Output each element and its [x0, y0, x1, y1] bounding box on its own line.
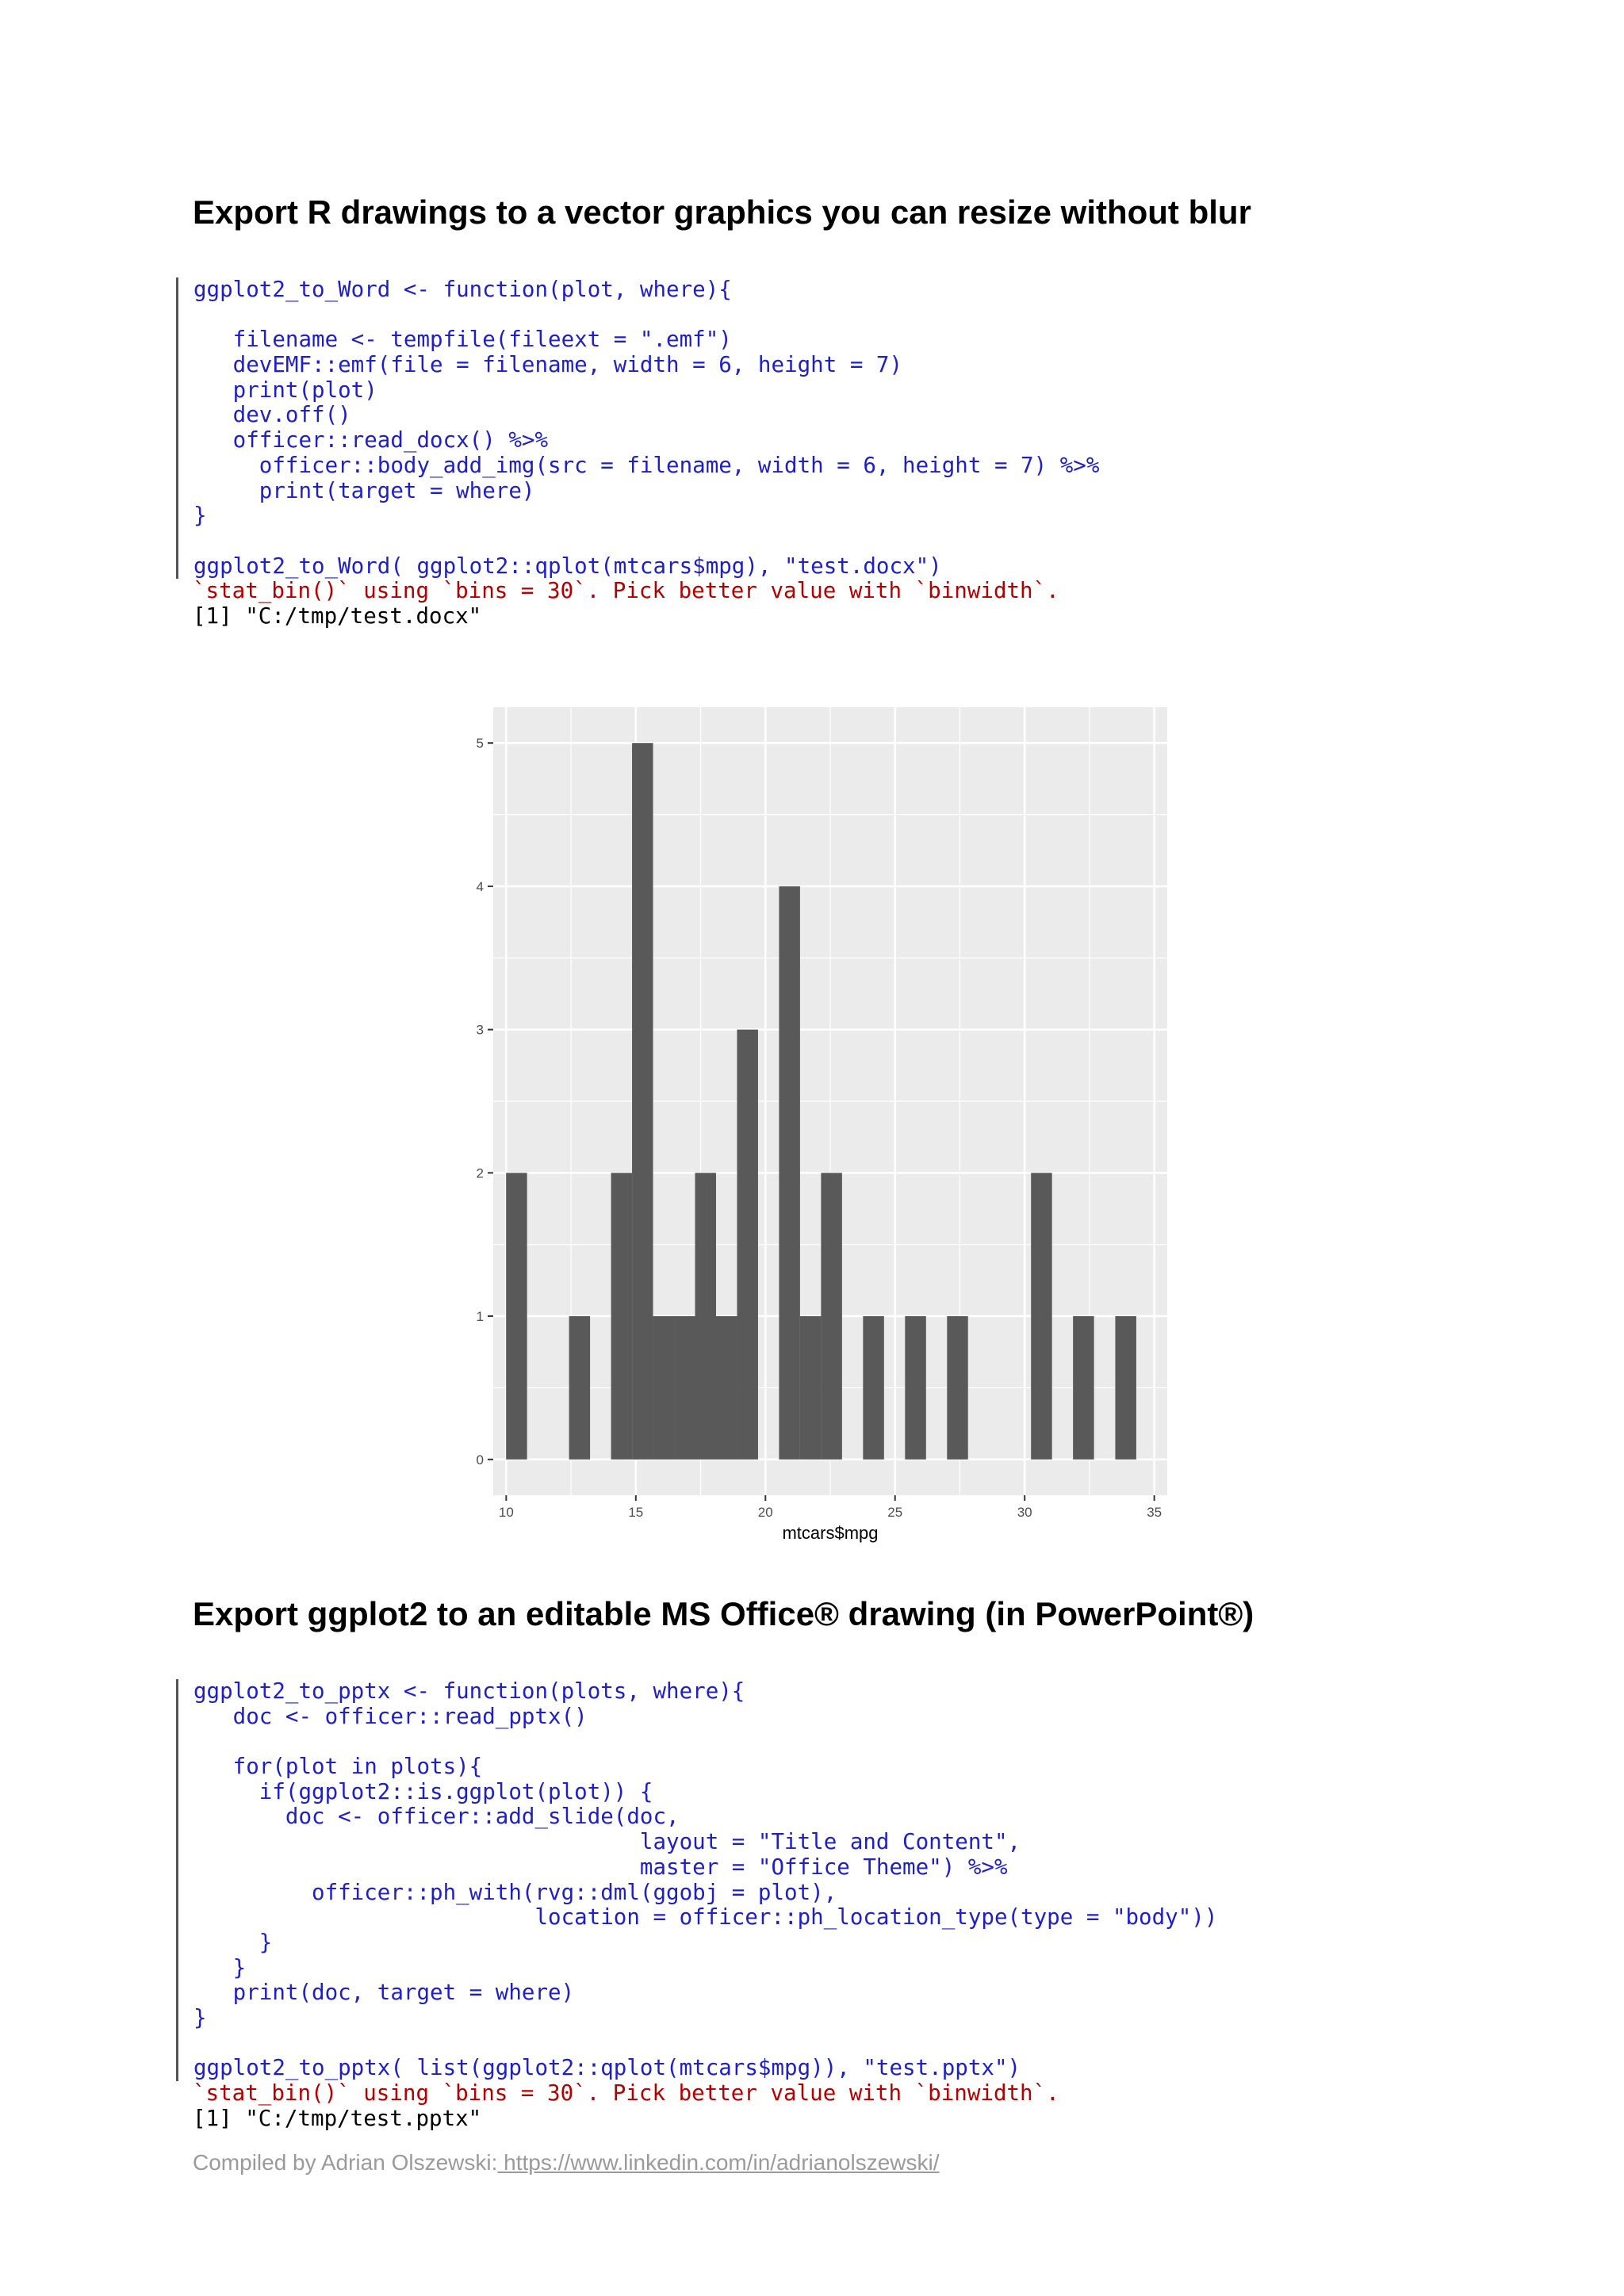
histogram-bar	[506, 1173, 527, 1459]
histogram-bar	[1115, 1316, 1136, 1460]
code-line: }	[193, 1954, 247, 1980]
console-result: [1] "C:/tmp/test.docx"	[193, 603, 482, 629]
code-line: location = officer::ph_location_type(type = "body"))	[193, 1904, 1218, 1931]
code-line: }	[193, 1929, 273, 1955]
histogram-bar	[863, 1316, 883, 1460]
code-line: print(doc, target = where)	[193, 1980, 575, 2006]
linkedin-link[interactable]: https://www.linkedin.com/in/adrianolszewski/	[497, 2150, 940, 2175]
code-line: master = "Office Theme") %>%	[193, 1854, 1008, 1880]
code-line: if(ggplot2::is.ggplot(plot)) {	[193, 1778, 653, 1804]
code-line: filename <- tempfile(fileext = ".emf")	[193, 327, 732, 353]
code-line: doc <- officer::read_pptx()	[193, 1703, 588, 1729]
code-line: }	[193, 503, 207, 529]
histogram-bar	[737, 1030, 757, 1460]
code-line: ggplot2_to_pptx( list(ggplot2::qplot(mtcars$mpg)), "test.pptx")	[193, 2055, 1021, 2081]
y-tick-label: 2	[476, 1165, 484, 1181]
histogram-bar	[1031, 1173, 1051, 1459]
section-heading-pptx-export: Export ggplot2 to an editable MS Office® drawing (in PowerPoint®)	[193, 1595, 1254, 1632]
code-block-pptx-export	[176, 1679, 1217, 2081]
code-line: layout = "Title and Content",	[193, 1829, 1021, 1855]
x-tick-label: 35	[1147, 1505, 1162, 1520]
code-line: print(target = where)	[193, 477, 535, 503]
histogram-bar	[947, 1316, 967, 1460]
code-line: doc <- officer::add_slide(doc,	[193, 1804, 680, 1830]
histogram-bar	[800, 1316, 821, 1460]
warning-message: `stat_bin()` using `bins = 30`. Pick better value with `binwidth`.	[193, 2080, 1059, 2106]
histogram-bar	[1073, 1316, 1094, 1460]
code-line: for(plot in plots){	[193, 1754, 483, 1780]
histogram-bar	[569, 1316, 590, 1460]
footer-credit	[193, 2150, 940, 2175]
code-line	[193, 303, 1099, 328]
code-line: officer::body_add_img(src = filename, width = 6, height = 7) %>%	[193, 452, 1100, 478]
code-line: devEMF::emf(file = filename, width = 6, height = 7)	[193, 352, 903, 378]
code-line: dev.off()	[193, 402, 351, 428]
code-line	[193, 529, 1099, 554]
code-line: ggplot2_to_Word( ggplot2::qplot(mtcars$mpg), "test.docx")	[193, 553, 942, 579]
code-line	[193, 2031, 1217, 2057]
histogram-bar	[611, 1173, 632, 1459]
warning-message: `stat_bin()` using `bins = 30`. Pick better value with `binwidth`.	[193, 578, 1059, 603]
code-line: }	[193, 2004, 207, 2030]
x-tick-label: 25	[887, 1505, 903, 1520]
x-tick-label: 30	[1017, 1505, 1032, 1520]
section-heading-vector-export: Export R drawings to a vector graphics you can resize without blur	[193, 193, 1251, 231]
histogram-bar	[821, 1173, 841, 1459]
code-block-word-export	[176, 277, 1099, 579]
code-line: officer::ph_with(rvg::dml(ggobj = plot),	[193, 1879, 837, 1905]
y-tick-label: 4	[476, 878, 484, 894]
y-tick-label: 0	[476, 1452, 484, 1468]
x-tick-label: 10	[498, 1505, 514, 1520]
code-line: ggplot2_to_pptx <- function(plots, where){	[193, 1678, 745, 1704]
code-line: ggplot2_to_Word <- function(plot, where){	[193, 277, 732, 302]
code-line: print(plot)	[193, 377, 377, 403]
histogram-chart	[444, 698, 1189, 1554]
console-result: [1] "C:/tmp/test.pptx"	[193, 2106, 482, 2131]
histogram-bar	[905, 1316, 925, 1460]
histogram-bar	[674, 1316, 695, 1460]
x-tick-label: 20	[757, 1505, 773, 1520]
y-tick-label: 5	[476, 736, 484, 752]
x-tick-label: 15	[628, 1505, 644, 1520]
footer-text: Compiled by Adrian Olszewski:	[193, 2150, 498, 2175]
code-line: officer::read_docx() %>%	[193, 427, 549, 453]
y-tick-label: 3	[476, 1022, 484, 1038]
y-tick-label: 1	[476, 1309, 484, 1325]
code-line	[193, 1729, 1217, 1755]
histogram-bar	[632, 743, 653, 1460]
histogram-bar	[779, 886, 799, 1460]
histogram-bar	[653, 1316, 674, 1460]
x-axis-label: mtcars$mpg	[782, 1523, 879, 1543]
histogram-bar	[716, 1316, 737, 1460]
histogram-bar	[695, 1173, 716, 1459]
